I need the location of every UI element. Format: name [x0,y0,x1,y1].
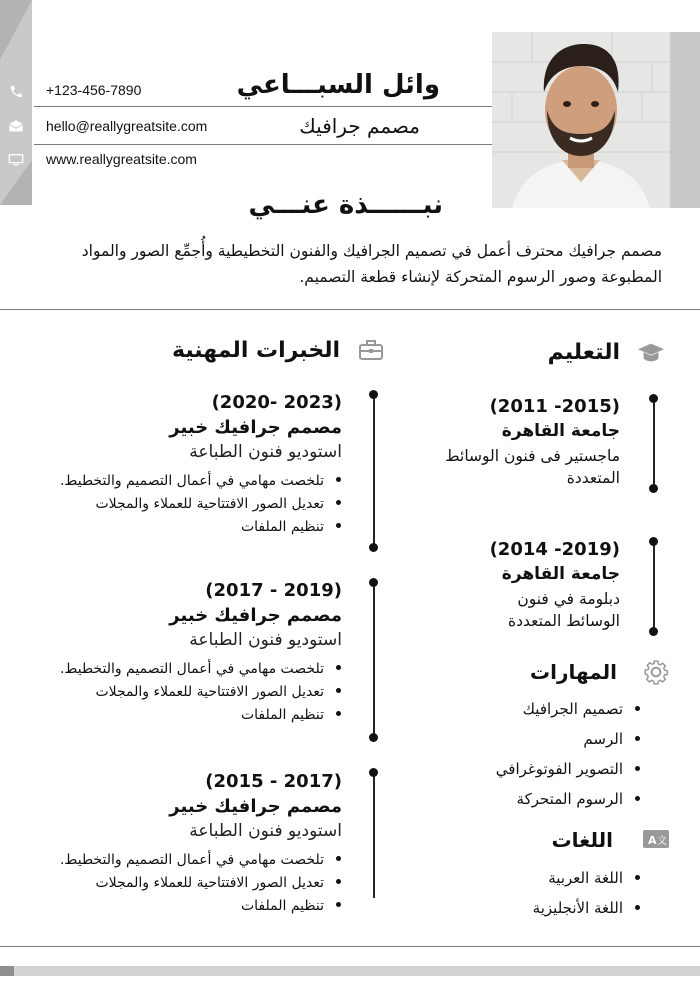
experience-role: مصمم جرافيك خبير [169,417,342,438]
education-school: جامعة القاهرة [501,421,620,441]
monitor-icon [7,151,25,169]
education-degree: ماجستير فى فنون الوسائط المتعددة [445,447,620,487]
experience-bullet: • تنظيم الملفات [2,895,324,916]
experience-period: (2017 - 2015) [205,771,342,792]
about-heading: نبــــــذة عنـــي [248,190,443,220]
translate-icon [642,826,670,854]
education-timeline-line [653,541,655,631]
footer-bar-accent [0,966,14,976]
experience-company: استوديو فنون الطباعة [189,821,342,841]
experience-company: استوديو فنون الطباعة [189,630,342,650]
education-period: (2019- 2014) [489,539,620,560]
education-item [360,539,620,632]
experience-period: (2019 - 2017) [205,580,342,601]
skills-heading: المهارات [530,660,617,684]
education-heading: التعليم [547,340,620,365]
experience-company: استوديو فنون الطباعة [189,442,342,462]
experience-bullet: • تعديل الصور الافتتاحية للعملاء والمجلات [22,493,324,514]
job-title: مصمم جرافيك [299,114,420,138]
phone-icon [7,82,25,100]
phone-text: +123-456-7890 [46,82,142,98]
skill-item: • تصميم الجرافيك [445,694,623,724]
education-timeline-line [653,398,655,488]
timeline-dot [649,394,658,403]
experience-bullet: • تلخصت مهامي في أعمال التصميم والتخطيط. [2,849,324,870]
photo-side-strip [670,32,700,208]
experience-item [22,580,342,727]
experience-period: (2023 -2020) [211,392,342,413]
timeline-dot [649,484,658,493]
language-item: • اللغة العربية [445,863,623,893]
contact-divider [34,144,492,145]
language-item: • اللغة الأنجليزية [445,893,623,923]
experience-item [22,392,342,539]
education-school: جامعة القاهرة [501,564,620,584]
contact-divider [34,106,492,107]
person-name: وائل السبـــاعي [236,70,440,100]
svg-text:A: A [648,834,657,847]
section-divider [0,309,700,310]
education-item [360,396,620,489]
email-text: hello@reallygreatsite.com [46,118,208,134]
footer-divider [0,946,700,947]
education-period: (2015- 2011) [489,396,620,417]
footer-bar [0,966,700,976]
experience-bullet: • تعديل الصور الافتتاحية للعملاء والمجلات [2,872,324,893]
mail-icon [7,116,25,134]
experience-timeline-line [373,773,375,898]
profile-photo [492,32,670,208]
timeline-dot [649,627,658,636]
skills-list [445,694,645,814]
experience-bullets [22,470,342,537]
experience-bullet: • تلخصت مهامي في أعمال التصميم والتخطيط. [22,470,324,491]
languages-list [445,863,645,923]
experience-heading: الخبرات المهنية [171,338,340,363]
graduation-cap-icon [637,339,665,367]
experience-bullet: • تنظيم الملفات [22,516,324,537]
skill-item: • الرسم [445,724,623,754]
languages-heading: اللغات [551,828,613,852]
experience-bullets [2,849,342,916]
skill-item: • الرسوم المتحركة [445,784,623,814]
website-text: www.reallygreatsite.com [46,151,197,167]
skill-item: • التصوير الفوتوغرافي [445,754,623,784]
briefcase-icon [357,336,385,364]
timeline-dot [369,768,378,777]
svg-text:文: 文 [657,836,667,847]
timeline-dot [369,733,378,742]
timeline-dot [649,537,658,546]
experience-role: مصمم جرافيك خبير [169,605,342,626]
experience-bullets [22,658,342,725]
experience-role: مصمم جرافيك خبير [169,796,342,817]
experience-bullet: • تنظيم الملفات [22,704,324,725]
experience-item [2,771,342,918]
gear-icon [642,658,670,686]
experience-bullet: • تلخصت مهامي في أعمال التصميم والتخطيط. [22,658,324,679]
education-degree: دبلومة في فنون الوسائط المتعددة [507,590,620,630]
experience-bullet: • تعديل الصور الافتتاحية للعملاء والمجلات [22,681,324,702]
about-text: مصمم جرافيك محترف أعمل في تصميم الجرافيك والفنون التخطيطية وأُجمِّع الصور والمواد المطبوعة وصور الرسوم المتحركة لإنشاء قطعة التصميم. [81,242,662,286]
